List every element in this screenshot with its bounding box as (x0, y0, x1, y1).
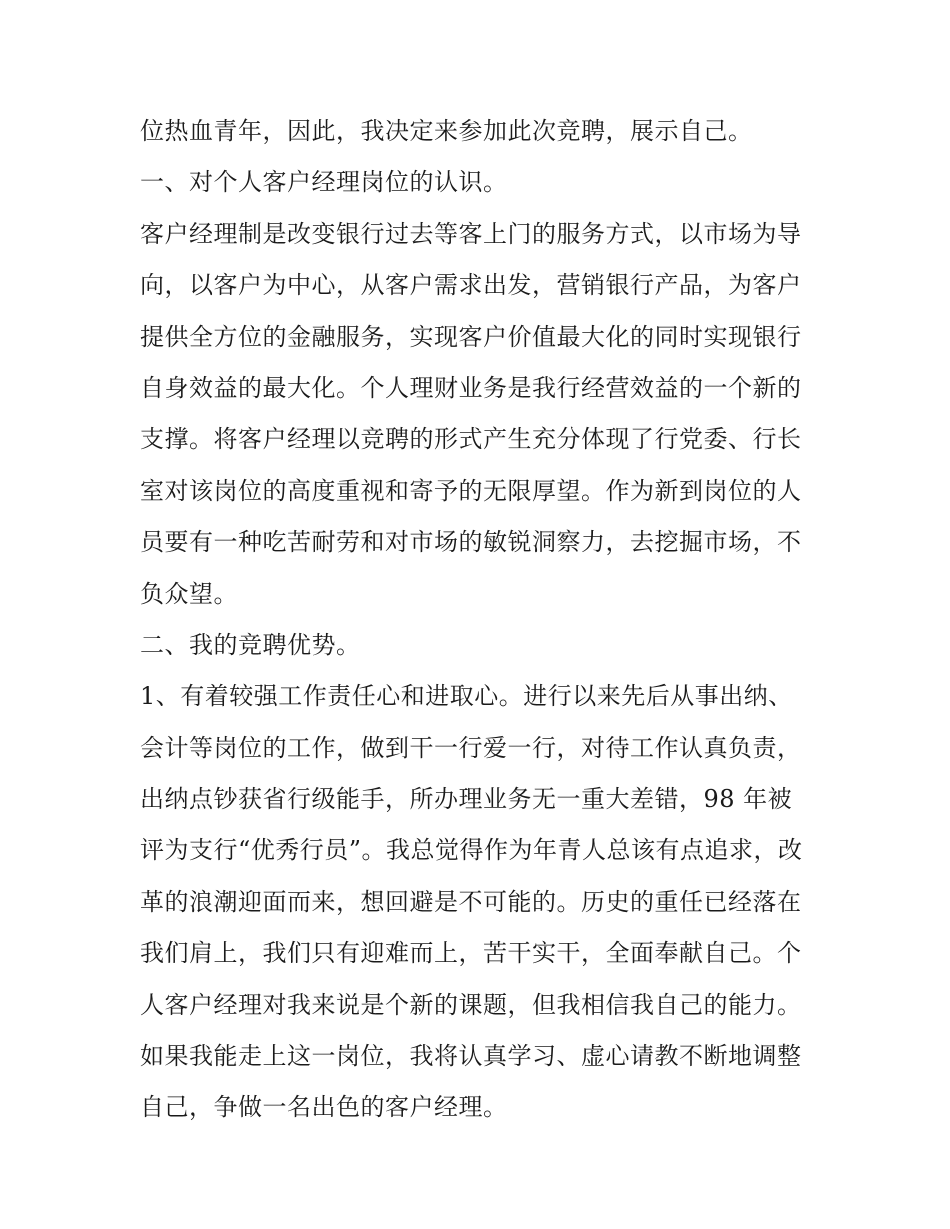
text-line: 位热血青年，因此，我决定来参加此次竞聘，展示自己。 (140, 117, 753, 145)
text-line: 评为支行“优秀行员”。我总觉得作为年青人总该有点追求，改 (140, 836, 803, 865)
text-line: 提供全方位的金融服务，实现客户价值最大化的同时实现银行 (140, 322, 802, 351)
text-line: 支撑。将客户经理以竞聘的形式产生充分体现了行党委、行长 (140, 425, 802, 454)
text-line: 向，以客户为中心，从客户需求出发，营销银行产品，为客户 (140, 271, 802, 300)
text-line: 出纳点钞获省行级能手，所办理业务无一重大差错，98 年被 (140, 785, 793, 814)
text-line: 我们肩上，我们只有迎难而上，苦干实干，全面奉献自己。个 (140, 939, 802, 968)
text-line: 负众望。 (140, 579, 238, 608)
section-heading: 二、我的竞聘优势。 (140, 630, 361, 659)
text-line: 室对该岗位的高度重视和寄予的无限厚望。作为新到岗位的人 (140, 476, 802, 505)
text-line: 人客户经理对我来说是个新的课题，但我相信我自己的能力。 (140, 990, 802, 1019)
text-line: 革的浪潮迎面而来，想回避是不可能的。历史的重任已经落在 (140, 887, 802, 916)
text-line: 1、有着较强工作责任心和进取心。进行以来先后从事出纳、 (140, 682, 793, 711)
text-line: 自身效益的最大化。个人理财业务是我行经营效益的一个新的 (140, 373, 802, 402)
document-body (140, 106, 820, 1134)
text-line: 会计等岗位的工作，做到干一行爱一行，对待工作认真负责， (140, 733, 802, 762)
text-line: 客户经理制是改变银行过去等客上门的服务方式，以市场为导 (140, 219, 802, 248)
section-heading: 一、对个人客户经理岗位的认识。 (140, 168, 508, 197)
text-line: 自己，争做一名出色的客户经理。 (140, 1093, 508, 1122)
text-line: 员要有一种吃苦耐劳和对市场的敏锐洞察力，去挖掘市场，不 (140, 528, 802, 557)
text-line: 如果我能走上这一岗位，我将认真学习、虚心请教不断地调整 (140, 1042, 802, 1071)
